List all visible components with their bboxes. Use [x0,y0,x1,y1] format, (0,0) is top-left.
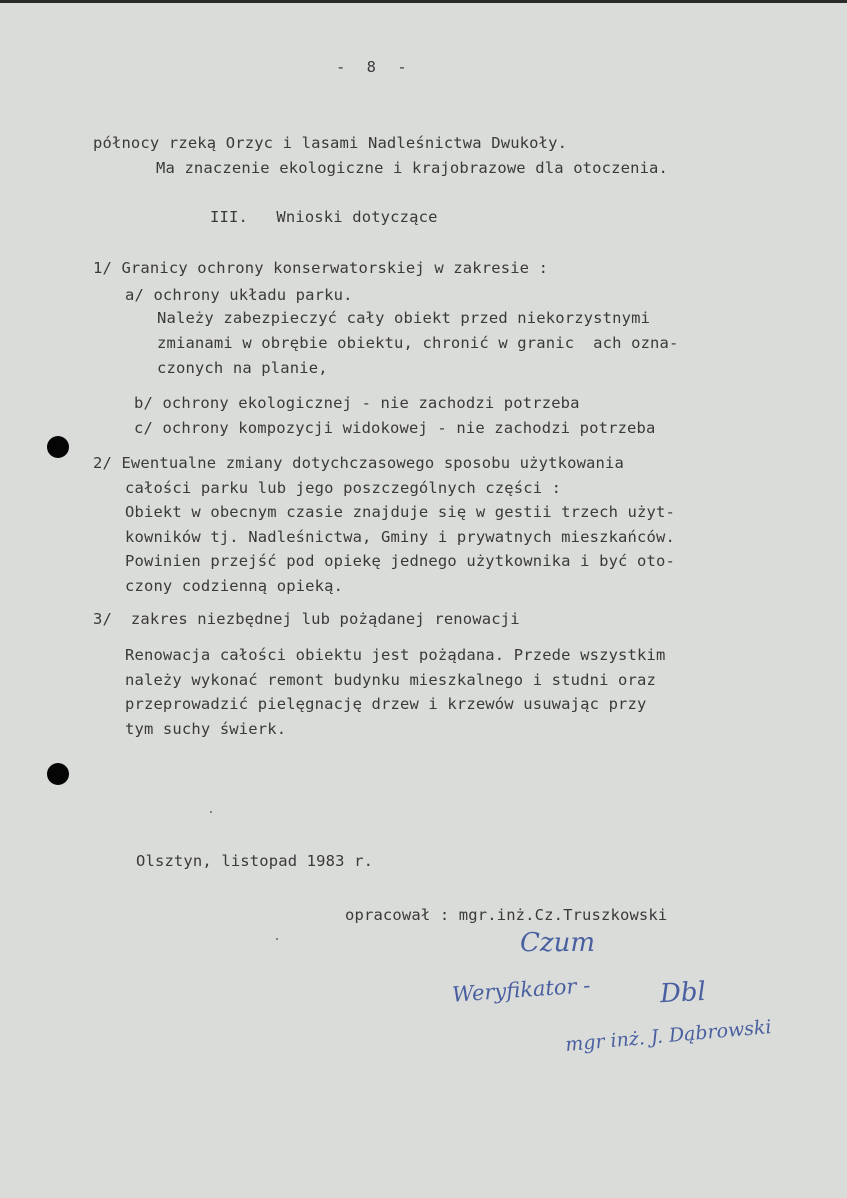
page-number: - 8 - [336,58,413,76]
item1-a-text-1: Należy zabezpieczyć cały obiekt przed niekorzystnymi [157,309,651,327]
signature-2: Dbl [659,976,707,1010]
item1-a-text-2: zmianami w obrębie obiektu, chronić w granic ach ozna- [157,334,679,352]
item1-b-text: b/ ochrony ekologicznej - nie zachodzi potrzeba [134,394,580,412]
paper-speck [210,811,212,813]
item3-line-4: tym suchy świerk. [125,720,287,738]
item1-a-text-3: czonych na planie, [157,359,328,377]
item3-line-3: przeprowadzić pielęgnację drzew i krzewów usuwając przy [125,695,647,713]
signature-1: Czum [520,928,595,958]
item1-a-label: a/ ochrony układu parku. [125,286,353,304]
item3-title: 3/ zakres niezbędnej lub pożądanej renowacji [93,610,520,628]
item2-line-4: kowników tj. Nadleśnictwa, Gminy i prywatnych mieszkańców. [125,528,675,546]
place-date: Olsztyn, listopad 1983 r. [136,852,374,870]
item2-line-2: całości parku lub jego poszczególnych części : [125,479,562,497]
item2-line-3: Obiekt w obecnym czasie znajduje się w gestii trzech użyt- [125,503,675,521]
item2-line-6: czony codzienną opieką. [125,577,344,595]
section-heading: III. Wnioski dotyczące [210,208,438,226]
item2-line-5: Powinien przejść pod opiekę jednego użytkownika i być oto- [125,552,675,570]
item3-line-1: Renowacja całości obiektu jest pożądana. Przede wszystkim [125,646,666,664]
intro-line-2: Ma znaczenie ekologiczne i krajobrazowe dla otoczenia. [156,159,669,177]
item1-c-text: c/ ochrony kompozycji widokowej - nie zachodzi potrzeba [134,419,656,437]
item3-line-2: należy wykonać remont budynku mieszkalnego i studni oraz [125,671,656,689]
punch-hole-bottom [47,763,69,785]
prepared-by: opracował : mgr.inż.Cz.Truszkowski [345,906,668,924]
verifier-name: mgr inż. J. Dąbrowski [564,1016,773,1056]
paper-speck [276,938,278,940]
verifier-label: Weryfikator - [451,973,592,1007]
item1-title: 1/ Granicy ochrony konserwatorskiej w zakresie : [93,259,549,277]
item2-line-1: 2/ Ewentualne zmiany dotychczasowego sposobu użytkowania [93,454,624,472]
punch-hole-top [47,436,69,458]
intro-line-1: północy rzeką Orzyc i lasami Nadleśnictwa Dwukoły. [93,134,568,152]
